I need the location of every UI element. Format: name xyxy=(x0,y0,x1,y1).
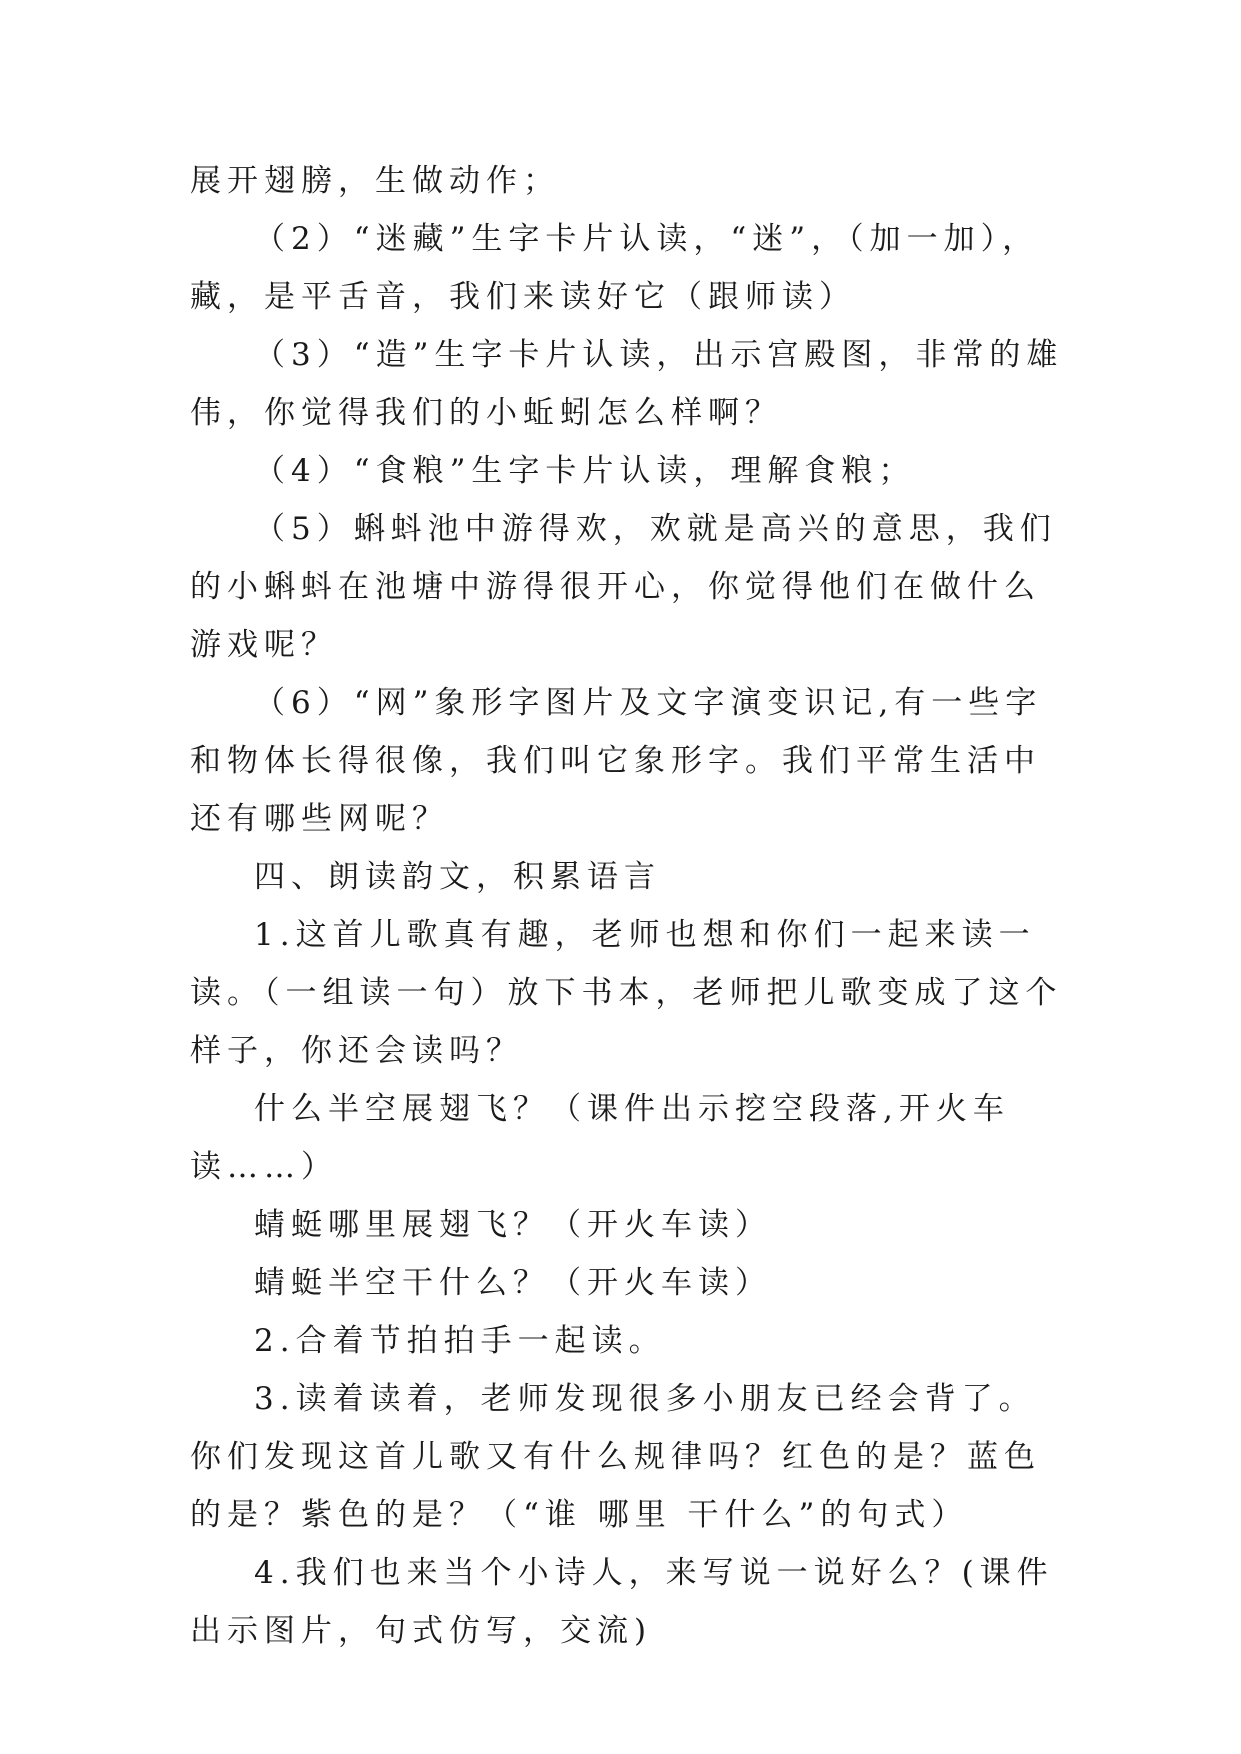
paragraph-prompt-1: 什么半空展翅飞？（课件出示挖空段落,开火车读……） xyxy=(190,1091,1010,1185)
paragraph-item-2: （2）“迷藏”生字卡片认读，“迷”，（加一加），藏，是平舌音，我们来读好它（跟师读） xyxy=(190,221,1040,315)
paragraph-step-3: 3.读着读着，老师发现很多小朋友已经会背了。你们发现这首儿歌又有什么规律吗？红色的是？蓝色的是？紫色的是？（“谁 哪里 干什么”的句式） xyxy=(190,1381,1041,1533)
paragraph-item-5: （5）蝌蚪池中游得欢，欢就是高兴的意思，我们的小蝌蚪在池塘中游得很开心，你觉得他们在做什么游戏呢？ xyxy=(190,511,1057,663)
paragraph-step-1: 1.这首儿歌真有趣，老师也想和你们一起来读一读。（一组读一句）放下书本，老师把儿歌变成了这个样子，你还会读吗？ xyxy=(190,917,1063,1069)
paragraph-step-4: 4.我们也来当个小诗人，来写说一说好么？(课件出示图片，句式仿写，交流) xyxy=(190,1555,1054,1649)
paragraph-item-3: （3）“造”生字卡片认读，出示宫殿图，非常的雄伟，你觉得我们的小蚯蚓怎么样啊？ xyxy=(190,337,1064,431)
paragraph-step-2: 2.合着节拍拍手一起读。 xyxy=(254,1323,666,1359)
document-body xyxy=(190,152,1070,1660)
section-heading: 四、朗读韵文，积累语言 xyxy=(254,859,661,895)
paragraph-prompt-2: 蜻蜓哪里展翅飞？（开火车读） xyxy=(254,1207,772,1243)
paragraph-item-4: （4）“食粮”生字卡片认读，理解食粮； xyxy=(254,453,916,489)
paragraph-item-6: （6）“网”象形字图片及文字演变识记,有一些字和物体长得很像，我们叫它象形字。我们平常生活中还有哪些网呢？ xyxy=(190,685,1043,837)
paragraph-prompt-3: 蜻蜓半空干什么？（开火车读） xyxy=(254,1265,772,1301)
paragraph-continuation: 展开翅膀，生做动作； xyxy=(190,163,560,199)
